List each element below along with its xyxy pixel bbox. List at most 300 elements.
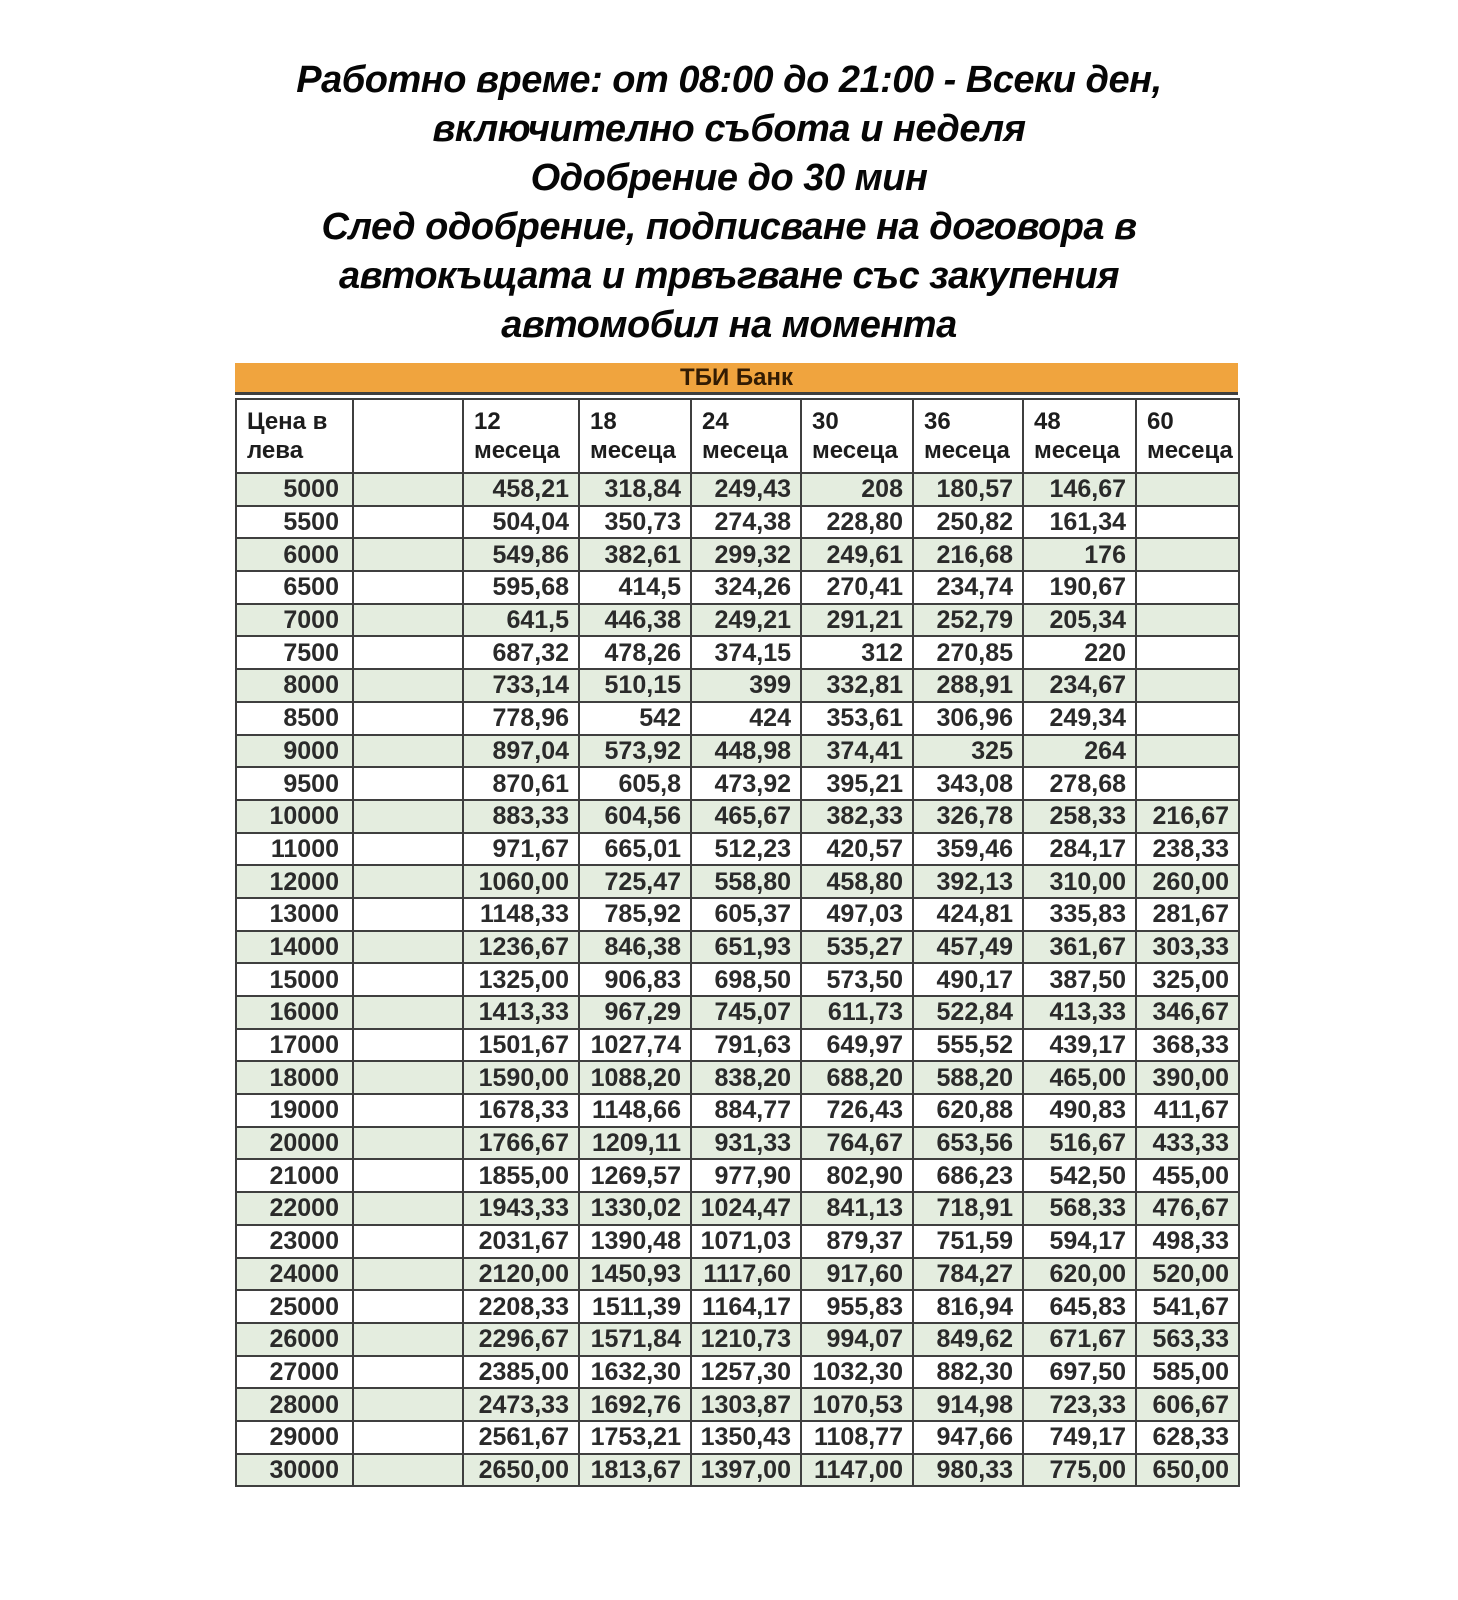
- payment-cell: 284,17: [1023, 833, 1136, 866]
- payment-cell: 604,56: [579, 800, 691, 833]
- price-cell: 16000: [236, 996, 353, 1029]
- payment-cell: 208: [801, 473, 913, 506]
- payment-cell: 665,01: [579, 833, 691, 866]
- table-row: [236, 1454, 1239, 1487]
- spacer-cell: [353, 1388, 463, 1421]
- payment-cell: 558,80: [691, 865, 801, 898]
- payment-cell: [1136, 735, 1239, 768]
- table-row: [236, 473, 1239, 506]
- table-row: [236, 1127, 1239, 1160]
- payment-cell: 249,21: [691, 604, 801, 637]
- payment-cell: 588,20: [913, 1061, 1023, 1094]
- payment-cell: 573,50: [801, 963, 913, 996]
- price-header-line2: лева: [247, 437, 304, 464]
- payment-cell: [1136, 636, 1239, 669]
- col-header-30-months: 30 месеца: [801, 399, 913, 473]
- price-cell: 7500: [236, 636, 353, 669]
- payment-cell: 490,83: [1023, 1094, 1136, 1127]
- payment-cell: 535,27: [801, 931, 913, 964]
- payment-cell: 473,92: [691, 767, 801, 800]
- payment-cell: [1136, 767, 1239, 800]
- payment-cell: 374,15: [691, 636, 801, 669]
- payment-cell: 977,90: [691, 1159, 801, 1192]
- payment-cell: 980,33: [913, 1454, 1023, 1487]
- payment-cell: 264: [1023, 735, 1136, 768]
- table-row: [236, 506, 1239, 539]
- price-cell: 12000: [236, 865, 353, 898]
- flyer-title: [0, 56, 1458, 350]
- table-row: [236, 1192, 1239, 1225]
- price-cell: 22000: [236, 1192, 353, 1225]
- payment-cell: 335,83: [1023, 898, 1136, 931]
- payment-cell: 879,37: [801, 1225, 913, 1258]
- payment-cell: 176: [1023, 538, 1136, 571]
- payment-cell: 784,27: [913, 1258, 1023, 1291]
- payment-cell: 2561,67: [463, 1421, 579, 1454]
- price-cell: 5000: [236, 473, 353, 506]
- payment-cell: 816,94: [913, 1290, 1023, 1323]
- spacer-cell: [353, 833, 463, 866]
- payment-cell: 1943,33: [463, 1192, 579, 1225]
- payment-cell: 1070,53: [801, 1388, 913, 1421]
- table-row: [236, 865, 1239, 898]
- table-row: [236, 800, 1239, 833]
- payment-cell: 458,80: [801, 865, 913, 898]
- payment-cell: 504,04: [463, 506, 579, 539]
- col-header-empty: [353, 399, 463, 473]
- payment-cell: 1148,33: [463, 898, 579, 931]
- payment-cell: 458,21: [463, 473, 579, 506]
- payment-cell: 353,61: [801, 702, 913, 735]
- payment-cell: 310,00: [1023, 865, 1136, 898]
- loan-table-section: [235, 363, 1238, 1487]
- table-row: [236, 1356, 1239, 1389]
- payment-cell: 274,38: [691, 506, 801, 539]
- spacer-cell: [353, 996, 463, 1029]
- payment-cell: 595,68: [463, 571, 579, 604]
- table-row: [236, 963, 1239, 996]
- table-row: [236, 996, 1239, 1029]
- payment-cell: 1303,87: [691, 1388, 801, 1421]
- payment-cell: 611,73: [801, 996, 913, 1029]
- col-header-24-months: 24 месеца: [691, 399, 801, 473]
- payment-cell: 1350,43: [691, 1421, 801, 1454]
- payment-cell: 390,00: [1136, 1061, 1239, 1094]
- payment-cell: 420,57: [801, 833, 913, 866]
- payment-cell: 161,34: [1023, 506, 1136, 539]
- payment-cell: 549,86: [463, 538, 579, 571]
- payment-cell: 490,17: [913, 963, 1023, 996]
- spacer-cell: [353, 1159, 463, 1192]
- price-cell: 14000: [236, 931, 353, 964]
- table-row: [236, 931, 1239, 964]
- spacer-cell: [353, 1061, 463, 1094]
- spacer-cell: [353, 1029, 463, 1062]
- payment-cell: 645,83: [1023, 1290, 1136, 1323]
- payment-cell: 687,32: [463, 636, 579, 669]
- payment-cell: 414,5: [579, 571, 691, 604]
- payment-cell: 1108,77: [801, 1421, 913, 1454]
- payment-cell: 914,98: [913, 1388, 1023, 1421]
- col-header-price: [236, 399, 353, 473]
- price-cell: 13000: [236, 898, 353, 931]
- payment-cell: 510,15: [579, 669, 691, 702]
- col-header-18-months: 18 месеца: [579, 399, 691, 473]
- payment-cell: 205,34: [1023, 604, 1136, 637]
- spacer-cell: [353, 538, 463, 571]
- price-cell: 7000: [236, 604, 353, 637]
- spacer-cell: [353, 1356, 463, 1389]
- payment-cell: 250,82: [913, 506, 1023, 539]
- payment-cell: 359,46: [913, 833, 1023, 866]
- payment-cell: 870,61: [463, 767, 579, 800]
- payment-cell: 1209,11: [579, 1127, 691, 1160]
- title-line-1: Работно време: от 08:00 до 21:00 - Всеки ден,: [296, 59, 1162, 101]
- payment-cell: 641,5: [463, 604, 579, 637]
- payment-cell: 270,41: [801, 571, 913, 604]
- payment-cell: 1855,00: [463, 1159, 579, 1192]
- payment-cell: 382,61: [579, 538, 691, 571]
- table-row: [236, 1225, 1239, 1258]
- payment-cell: 563,33: [1136, 1323, 1239, 1356]
- price-cell: 26000: [236, 1323, 353, 1356]
- payment-cell: 649,97: [801, 1029, 913, 1062]
- payment-cell: 312: [801, 636, 913, 669]
- price-cell: 11000: [236, 833, 353, 866]
- payment-cell: 260,00: [1136, 865, 1239, 898]
- payment-cell: 620,00: [1023, 1258, 1136, 1291]
- payment-cell: 688,20: [801, 1061, 913, 1094]
- payment-cell: 723,33: [1023, 1388, 1136, 1421]
- title-line-3: Одобрение до 30 мин: [530, 157, 928, 199]
- spacer-cell: [353, 735, 463, 768]
- price-cell: 21000: [236, 1159, 353, 1192]
- payment-cell: 2120,00: [463, 1258, 579, 1291]
- payment-cell: [1136, 473, 1239, 506]
- payment-cell: 906,83: [579, 963, 691, 996]
- payment-cell: 568,33: [1023, 1192, 1136, 1225]
- payment-cell: 947,66: [913, 1421, 1023, 1454]
- payment-cell: 1501,67: [463, 1029, 579, 1062]
- payment-cell: 1236,67: [463, 931, 579, 964]
- payment-cell: 476,67: [1136, 1192, 1239, 1225]
- payment-cell: 1269,57: [579, 1159, 691, 1192]
- price-cell: 19000: [236, 1094, 353, 1127]
- price-cell: 18000: [236, 1061, 353, 1094]
- payment-cell: 281,67: [1136, 898, 1239, 931]
- title-line-6: автомобил на момента: [501, 304, 957, 346]
- price-cell: 28000: [236, 1388, 353, 1421]
- title-line-4: След одобрение, подписване на договора в: [321, 206, 1137, 248]
- payment-cell: 1511,39: [579, 1290, 691, 1323]
- payment-cell: 1088,20: [579, 1061, 691, 1094]
- payment-cell: 698,50: [691, 963, 801, 996]
- payment-cell: 318,84: [579, 473, 691, 506]
- payment-cell: 697,50: [1023, 1356, 1136, 1389]
- payment-cell: 465,67: [691, 800, 801, 833]
- payment-cell: 955,83: [801, 1290, 913, 1323]
- payment-cell: 671,67: [1023, 1323, 1136, 1356]
- payment-cell: 220: [1023, 636, 1136, 669]
- payment-cell: 180,57: [913, 473, 1023, 506]
- spacer-cell: [353, 1192, 463, 1225]
- header-row: [236, 399, 1239, 473]
- payment-cell: 455,00: [1136, 1159, 1239, 1192]
- payment-cell: 1060,00: [463, 865, 579, 898]
- payment-cell: 457,49: [913, 931, 1023, 964]
- price-cell: 9500: [236, 767, 353, 800]
- payment-cell: 1147,00: [801, 1454, 913, 1487]
- price-cell: 23000: [236, 1225, 353, 1258]
- payment-cell: 278,68: [1023, 767, 1136, 800]
- col-header-48-months: 48 месеца: [1023, 399, 1136, 473]
- payment-cell: 361,67: [1023, 931, 1136, 964]
- payment-cell: 542: [579, 702, 691, 735]
- payment-cell: 303,33: [1136, 931, 1239, 964]
- payment-cell: 478,26: [579, 636, 691, 669]
- payment-cell: 725,47: [579, 865, 691, 898]
- payment-cell: 1330,02: [579, 1192, 691, 1225]
- payment-cell: 258,33: [1023, 800, 1136, 833]
- table-row: [236, 735, 1239, 768]
- payment-cell: [1136, 604, 1239, 637]
- payment-cell: 542,50: [1023, 1159, 1136, 1192]
- payment-cell: 778,96: [463, 702, 579, 735]
- table-row: [236, 898, 1239, 931]
- payment-cell: 651,93: [691, 931, 801, 964]
- payment-cell: 516,67: [1023, 1127, 1136, 1160]
- payment-cell: 387,50: [1023, 963, 1136, 996]
- payment-cell: 1753,21: [579, 1421, 691, 1454]
- payment-cell: 883,33: [463, 800, 579, 833]
- payment-cell: 332,81: [801, 669, 913, 702]
- payment-cell: 190,67: [1023, 571, 1136, 604]
- payment-cell: 399: [691, 669, 801, 702]
- payment-cell: 249,61: [801, 538, 913, 571]
- spacer-cell: [353, 604, 463, 637]
- payment-cell: 249,43: [691, 473, 801, 506]
- spacer-cell: [353, 1454, 463, 1487]
- price-cell: 8500: [236, 702, 353, 735]
- payment-cell: 413,33: [1023, 996, 1136, 1029]
- payment-cell: 498,33: [1136, 1225, 1239, 1258]
- table-row: [236, 604, 1239, 637]
- payment-cell: 346,67: [1136, 996, 1239, 1029]
- payment-cell: 1692,76: [579, 1388, 691, 1421]
- payment-cell: 841,13: [801, 1192, 913, 1225]
- payment-cell: 216,68: [913, 538, 1023, 571]
- payment-cell: 446,38: [579, 604, 691, 637]
- table-row: [236, 538, 1239, 571]
- price-header-line1: Цена в: [247, 408, 328, 435]
- payment-cell: 594,17: [1023, 1225, 1136, 1258]
- payment-cell: 1148,66: [579, 1094, 691, 1127]
- payment-cell: 1678,33: [463, 1094, 579, 1127]
- spacer-cell: [353, 1258, 463, 1291]
- payment-cell: 448,98: [691, 735, 801, 768]
- payment-cell: 1071,03: [691, 1225, 801, 1258]
- payment-cell: 971,67: [463, 833, 579, 866]
- payment-cell: 424,81: [913, 898, 1023, 931]
- spacer-cell: [353, 800, 463, 833]
- table-row: [236, 1323, 1239, 1356]
- payment-cell: [1136, 538, 1239, 571]
- payment-cell: 368,33: [1136, 1029, 1239, 1062]
- payment-cell: 324,26: [691, 571, 801, 604]
- table-row: [236, 767, 1239, 800]
- payment-cell: 522,84: [913, 996, 1023, 1029]
- payment-cell: 252,79: [913, 604, 1023, 637]
- payment-cell: 439,17: [1023, 1029, 1136, 1062]
- loan-rates-table: [235, 398, 1240, 1487]
- payment-cell: 931,33: [691, 1127, 801, 1160]
- payment-cell: 1413,33: [463, 996, 579, 1029]
- payment-cell: 606,67: [1136, 1388, 1239, 1421]
- price-cell: 17000: [236, 1029, 353, 1062]
- payment-cell: 270,85: [913, 636, 1023, 669]
- price-cell: 10000: [236, 800, 353, 833]
- payment-cell: 2208,33: [463, 1290, 579, 1323]
- payment-cell: 374,41: [801, 735, 913, 768]
- payment-cell: [1136, 669, 1239, 702]
- payment-cell: 745,07: [691, 996, 801, 1029]
- table-row: [236, 1258, 1239, 1291]
- payment-cell: 424: [691, 702, 801, 735]
- payment-cell: 849,62: [913, 1323, 1023, 1356]
- payment-cell: 520,00: [1136, 1258, 1239, 1291]
- payment-cell: 785,92: [579, 898, 691, 931]
- payment-cell: 228,80: [801, 506, 913, 539]
- payment-cell: 2650,00: [463, 1454, 579, 1487]
- payment-cell: 392,13: [913, 865, 1023, 898]
- payment-cell: 1024,47: [691, 1192, 801, 1225]
- spacer-cell: [353, 865, 463, 898]
- payment-cell: 917,60: [801, 1258, 913, 1291]
- payment-cell: 326,78: [913, 800, 1023, 833]
- price-cell: 29000: [236, 1421, 353, 1454]
- payment-cell: 573,92: [579, 735, 691, 768]
- table-row: [236, 1094, 1239, 1127]
- spacer-cell: [353, 898, 463, 931]
- payment-cell: 1164,17: [691, 1290, 801, 1323]
- payment-cell: 718,91: [913, 1192, 1023, 1225]
- payment-cell: 291,21: [801, 604, 913, 637]
- price-cell: 25000: [236, 1290, 353, 1323]
- payment-cell: 2385,00: [463, 1356, 579, 1389]
- payment-cell: 288,91: [913, 669, 1023, 702]
- table-row: [236, 1061, 1239, 1094]
- spacer-cell: [353, 571, 463, 604]
- spacer-cell: [353, 702, 463, 735]
- spacer-cell: [353, 1225, 463, 1258]
- payment-cell: 433,33: [1136, 1127, 1239, 1160]
- spacer-cell: [353, 1421, 463, 1454]
- payment-cell: 1590,00: [463, 1061, 579, 1094]
- payment-cell: 967,29: [579, 996, 691, 1029]
- table-row: [236, 1029, 1239, 1062]
- payment-cell: 726,43: [801, 1094, 913, 1127]
- price-cell: 27000: [236, 1356, 353, 1389]
- payment-cell: 733,14: [463, 669, 579, 702]
- payment-cell: 1257,30: [691, 1356, 801, 1389]
- payment-cell: 2296,67: [463, 1323, 579, 1356]
- payment-cell: 1210,73: [691, 1323, 801, 1356]
- spacer-cell: [353, 636, 463, 669]
- spacer-cell: [353, 1127, 463, 1160]
- table-row: [236, 702, 1239, 735]
- table-row: [236, 1290, 1239, 1323]
- payment-cell: 846,38: [579, 931, 691, 964]
- payment-cell: 749,17: [1023, 1421, 1136, 1454]
- price-cell: 24000: [236, 1258, 353, 1291]
- table-row: [236, 1388, 1239, 1421]
- payment-cell: 1450,93: [579, 1258, 691, 1291]
- payment-cell: 1032,30: [801, 1356, 913, 1389]
- payment-cell: [1136, 506, 1239, 539]
- payment-cell: 411,67: [1136, 1094, 1239, 1127]
- spacer-cell: [353, 669, 463, 702]
- price-cell: 6500: [236, 571, 353, 604]
- payment-cell: 1766,67: [463, 1127, 579, 1160]
- payment-cell: 234,67: [1023, 669, 1136, 702]
- col-header-36-months: 36 месеца: [913, 399, 1023, 473]
- payment-cell: 299,32: [691, 538, 801, 571]
- title-line-5: автокъщата и трвъгване със закупения: [338, 255, 1120, 297]
- payment-cell: 350,73: [579, 506, 691, 539]
- spacer-cell: [353, 506, 463, 539]
- table-row: [236, 571, 1239, 604]
- payment-cell: 897,04: [463, 735, 579, 768]
- payment-cell: 1027,74: [579, 1029, 691, 1062]
- payment-cell: 838,20: [691, 1061, 801, 1094]
- spacer-cell: [353, 1323, 463, 1356]
- table-row: [236, 669, 1239, 702]
- payment-cell: 249,34: [1023, 702, 1136, 735]
- payment-cell: 628,33: [1136, 1421, 1239, 1454]
- table-row: [236, 1421, 1239, 1454]
- payment-cell: 1325,00: [463, 963, 579, 996]
- payment-cell: 605,8: [579, 767, 691, 800]
- price-cell: 5500: [236, 506, 353, 539]
- spacer-cell: [353, 931, 463, 964]
- payment-cell: 325,00: [1136, 963, 1239, 996]
- price-cell: 6000: [236, 538, 353, 571]
- payment-cell: 1390,48: [579, 1225, 691, 1258]
- payment-cell: [1136, 702, 1239, 735]
- spacer-cell: [353, 1290, 463, 1323]
- payment-cell: 1397,00: [691, 1454, 801, 1487]
- payment-cell: 146,67: [1023, 473, 1136, 506]
- col-header-60-months: 60 месеца: [1136, 399, 1239, 473]
- payment-cell: 541,67: [1136, 1290, 1239, 1323]
- spacer-cell: [353, 767, 463, 800]
- payment-cell: 234,74: [913, 571, 1023, 604]
- payment-cell: 884,77: [691, 1094, 801, 1127]
- price-cell: 30000: [236, 1454, 353, 1487]
- spacer-cell: [353, 1094, 463, 1127]
- payment-cell: 802,90: [801, 1159, 913, 1192]
- payment-cell: 465,00: [1023, 1061, 1136, 1094]
- spacer-cell: [353, 473, 463, 506]
- payment-cell: 1571,84: [579, 1323, 691, 1356]
- rates-table-body: [236, 473, 1239, 1486]
- payment-cell: 512,23: [691, 833, 801, 866]
- payment-cell: 306,96: [913, 702, 1023, 735]
- payment-cell: 1632,30: [579, 1356, 691, 1389]
- payment-cell: 751,59: [913, 1225, 1023, 1258]
- payment-cell: 653,56: [913, 1127, 1023, 1160]
- payment-cell: 585,00: [1136, 1356, 1239, 1389]
